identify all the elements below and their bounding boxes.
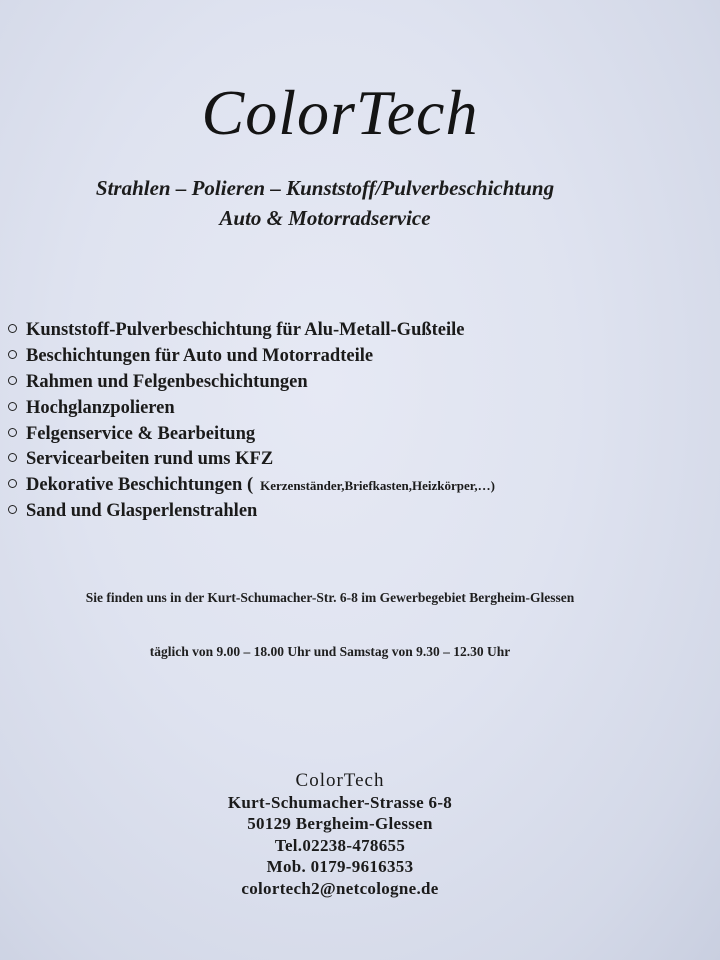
bullet-icon: [8, 505, 17, 514]
service-item: [8, 447, 495, 473]
contact-email: colortech2@netcologne.de: [241, 878, 439, 898]
bullet-icon: [8, 402, 17, 411]
service-label: Sand und Glasperlenstrahlen: [26, 500, 258, 521]
bullet-icon: [8, 376, 17, 385]
service-label: Beschichtungen für Auto und Motorradteile: [26, 346, 374, 367]
service-item: [8, 473, 495, 499]
location-text: Sie finden uns in der Kurt-Schumacher-Str. 6-8 im Gewerbegebiet Bergheim-Glessen: [85, 590, 575, 605]
bullet-icon: [8, 453, 17, 462]
service-item: [8, 421, 495, 447]
contact-company-name: ColorTech: [295, 770, 385, 791]
service-label: Rahmen und Felgenbeschichtungen: [26, 371, 308, 392]
service-label: Hochglanzpolieren: [26, 397, 175, 418]
service-note: Kerzenständer,Briefkasten,Heizkörper,…): [260, 477, 495, 493]
contact-city: 50129 Bergheim-Glessen: [247, 814, 433, 833]
contact-mobile: Mob. 0179-9616353: [266, 857, 414, 876]
contact-phone: Tel.02238-478655: [274, 835, 406, 855]
contact-street: Kurt-Schumacher-Strasse 6-8: [227, 792, 453, 812]
service-label: Kunststoff-Pulverbeschichtung für Alu-Metall-Gußteile: [26, 320, 465, 341]
service-item: [8, 318, 495, 344]
bullet-icon: [8, 350, 17, 359]
service-label: Felgenservice & Bearbeitung: [26, 423, 256, 444]
service-item: [8, 370, 495, 396]
services-list: [8, 318, 495, 524]
service-label: Servicearbeiten rund ums KFZ: [26, 449, 274, 470]
tagline-auto-motorrad: Auto & Motorradservice: [219, 206, 431, 230]
brand-title: ColorTech: [201, 77, 479, 148]
service-item: [8, 344, 495, 370]
contact-block: [180, 770, 500, 899]
bullet-icon: [8, 428, 17, 437]
tagline-services: Strahlen – Polieren – Kunststoff/Pulverbeschichtung: [95, 176, 555, 200]
service-item: [8, 499, 495, 525]
bullet-icon: [8, 324, 17, 333]
service-item: [8, 395, 495, 421]
service-label: Dekorative Beschichtungen (: [26, 475, 254, 496]
opening-hours-text: täglich von 9.00 – 18.00 Uhr und Samstag von 9.30 – 12.30 Uhr: [149, 644, 511, 659]
bullet-icon: [8, 479, 17, 488]
